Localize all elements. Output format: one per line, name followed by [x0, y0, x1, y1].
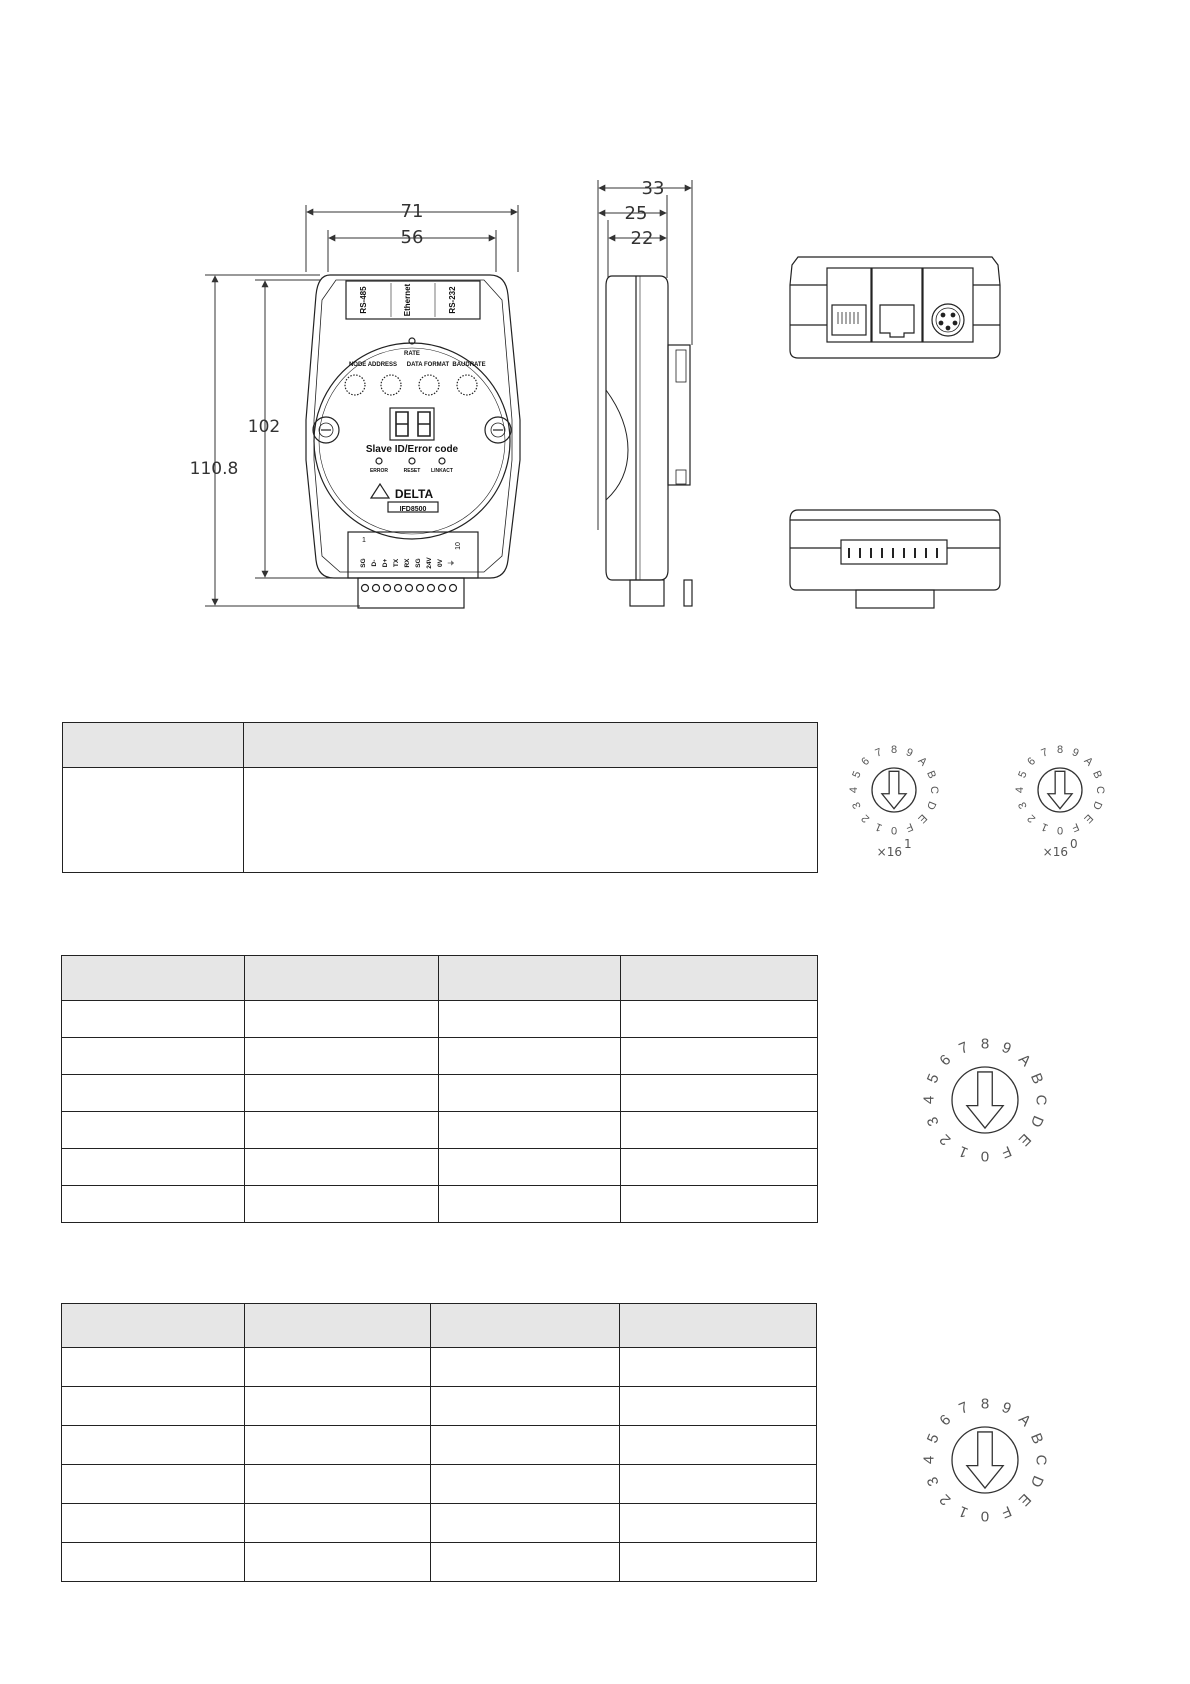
led-label-reset: RESET: [403, 468, 421, 474]
dial-digit: B: [924, 769, 938, 781]
dial-digit: A: [915, 754, 930, 769]
table-cell: [244, 768, 818, 873]
dial-digit: 6: [859, 755, 873, 769]
led-label-error: ERROR: [369, 468, 389, 474]
table-header-row: [62, 956, 818, 1001]
port-label-rs485: RS-485: [359, 286, 368, 314]
dial-digit: A: [1015, 1410, 1035, 1430]
table-rate: [61, 955, 818, 1223]
table-cell: [245, 1038, 439, 1075]
dial-digit: 3: [923, 1474, 943, 1489]
dim-width-outer: 71: [400, 201, 424, 222]
dim-depth-22: 22: [630, 228, 654, 249]
dim-height-inner: 102: [247, 417, 281, 437]
dial-digit: 4: [1014, 786, 1026, 794]
table-cell: [431, 1426, 620, 1465]
dial-digit: D: [1026, 1473, 1047, 1490]
dial-digit: F: [903, 820, 915, 834]
table-cell: [620, 1426, 817, 1465]
dial-digit: 5: [850, 769, 864, 780]
header-cell: [620, 1304, 817, 1348]
dial-digit: 4: [848, 786, 860, 794]
header-cell: [621, 956, 818, 1001]
table-cell: [245, 1348, 431, 1387]
knob-body: [1038, 768, 1082, 812]
front-view: [306, 275, 520, 608]
table-row: [63, 768, 818, 873]
table-cell: [620, 1465, 817, 1504]
rotary-switch-x16-1: [820, 720, 970, 870]
table-cell: [431, 1543, 620, 1582]
table-cell: [62, 1348, 245, 1387]
dial-digit: D: [1026, 1113, 1047, 1130]
table-cell: [439, 1001, 621, 1038]
dial-digit: A: [1081, 754, 1096, 769]
table-node-address: [62, 722, 818, 873]
header-cell: [245, 1304, 431, 1348]
table-cell: [621, 1075, 818, 1112]
multiplier-exponent: 0: [1070, 837, 1078, 851]
knob-body: [952, 1067, 1018, 1133]
table-cell: [439, 1075, 621, 1112]
table-cell: [245, 1465, 431, 1504]
dial-digit: 1: [873, 820, 884, 834]
table-cell: [62, 1387, 245, 1426]
arrow-down-icon: [882, 771, 906, 808]
dial-digit: 2: [1025, 811, 1039, 825]
dim-depth-25: 25: [624, 203, 648, 224]
table-row: [62, 1001, 818, 1038]
multiplier-label: ×16: [876, 845, 902, 859]
switch-label-data-format: DATA FORMAT: [406, 362, 450, 368]
dial-digit: 8: [980, 1035, 990, 1053]
header-cell: [245, 956, 439, 1001]
table-cell: [245, 1186, 439, 1223]
switch-label-baudrate: BAUDRATE: [452, 362, 486, 368]
table-row: [62, 1112, 818, 1149]
table-cell: [431, 1504, 620, 1543]
table-cell: [439, 1112, 621, 1149]
rotary-switch-data-format: [895, 1370, 1075, 1550]
table-cell: [245, 1149, 439, 1186]
dial-digit: 8: [980, 1395, 990, 1413]
header-cell: [244, 723, 818, 768]
dial-digit: C: [1032, 1454, 1050, 1466]
terminal-label-1: SG: [360, 558, 367, 568]
dial-digit: 5: [1016, 769, 1030, 780]
table-data-format: [61, 1303, 817, 1582]
port-label-rs232: RS-232: [448, 286, 457, 314]
dial-digit: 7: [1039, 746, 1050, 760]
dial-digit: 3: [1016, 800, 1030, 811]
device-drawing: [0, 0, 1190, 640]
rotary-switch-x16-0: [985, 720, 1135, 870]
dial-digit: B: [1090, 769, 1104, 781]
dial-digit: D: [923, 799, 939, 812]
table-cell: [245, 1387, 431, 1426]
dial-digit: F: [1069, 820, 1081, 834]
table-row: [62, 1038, 818, 1075]
dial-digit: B: [1026, 1430, 1047, 1447]
table-row: [62, 1504, 817, 1543]
dial-digit: B: [1026, 1070, 1047, 1087]
dial-digit: 6: [936, 1051, 955, 1070]
table-cell: [621, 1186, 818, 1223]
model-label: IFD8500: [399, 506, 427, 513]
table-cell: [245, 1075, 439, 1112]
header-cell: [439, 956, 621, 1001]
dial-digit: E: [1015, 1490, 1035, 1510]
table-cell: [431, 1387, 620, 1426]
header-cell: [62, 956, 245, 1001]
dial-digit: 9: [1070, 746, 1081, 760]
table-cell: [245, 1112, 439, 1149]
header-cell: [431, 1304, 620, 1348]
dial-digit: E: [915, 811, 930, 826]
dial-digit: 0: [890, 824, 898, 836]
arrow-down-icon: [967, 1072, 1003, 1128]
dial-digit: 9: [904, 746, 915, 760]
header-cell: [63, 723, 244, 768]
table-cell: [620, 1348, 817, 1387]
side-view: [606, 276, 692, 606]
terminal-label-5: RX: [404, 558, 411, 568]
table-cell: [439, 1149, 621, 1186]
terminal-label-6: SG: [415, 558, 422, 568]
table-header-row: [62, 1304, 817, 1348]
table-cell: [63, 768, 244, 873]
dial-digit: E: [1015, 1130, 1035, 1150]
table-cell: [245, 1426, 431, 1465]
table-cell: [245, 1543, 431, 1582]
table-row: [62, 1149, 818, 1186]
dial-digit: 7: [956, 1398, 971, 1418]
table-cell: [62, 1426, 245, 1465]
table-row: [62, 1426, 817, 1465]
dial-digit: 2: [936, 1490, 955, 1509]
table-cell: [621, 1001, 818, 1038]
dial-digit: 0: [980, 1147, 990, 1165]
table-cell: [621, 1149, 818, 1186]
table-row: [62, 1186, 818, 1223]
dial-digit: 8: [1056, 744, 1064, 756]
dial-digit: 2: [936, 1130, 955, 1149]
dial-digit: 1: [956, 1142, 971, 1162]
table-cell: [439, 1038, 621, 1075]
dial-digit: 2: [859, 811, 873, 825]
dial-digit: 3: [850, 800, 864, 811]
table-cell: [62, 1186, 245, 1223]
table-cell: [621, 1038, 818, 1075]
arrow-down-icon: [967, 1432, 1003, 1488]
dial-digit: 7: [956, 1038, 971, 1058]
dial-digit: C: [1094, 786, 1106, 794]
table-row: [62, 1465, 817, 1504]
knob-body: [872, 768, 916, 812]
dial-digit: 3: [923, 1114, 943, 1129]
bottom-view: [790, 510, 1000, 608]
knob-body: [952, 1427, 1018, 1493]
dial-digit: 4: [920, 1095, 938, 1105]
dial-digit: 5: [923, 1071, 943, 1086]
table-row: [62, 1543, 817, 1582]
dial-digit: 1: [956, 1502, 971, 1522]
table-cell: [62, 1001, 245, 1038]
arrow-down-icon: [1048, 771, 1072, 808]
table-cell: [62, 1504, 245, 1543]
table-cell: [620, 1387, 817, 1426]
table-cell: [245, 1504, 431, 1543]
table-cell: [439, 1186, 621, 1223]
table-row: [62, 1075, 818, 1112]
dim-height-outer: 110.8: [189, 459, 239, 479]
dial-digit: 9: [999, 1038, 1014, 1058]
table-cell: [62, 1038, 245, 1075]
table-cell: [620, 1543, 817, 1582]
terminal-label-2: D-: [371, 559, 378, 567]
dial-digit: 6: [1025, 755, 1039, 769]
multiplier-exponent: 1: [904, 837, 912, 851]
top-view: [790, 257, 1000, 358]
dim-depth-33: 33: [641, 178, 665, 199]
multiplier-label: ×16: [1042, 845, 1068, 859]
terminal-label-4: TX: [393, 558, 400, 568]
dial-digit: C: [928, 786, 940, 794]
dial-digit: 4: [920, 1455, 938, 1465]
table-cell: [620, 1504, 817, 1543]
table-cell: [62, 1075, 245, 1112]
dial-digit: C: [1032, 1094, 1050, 1106]
display-caption: Slave ID/Error code: [365, 444, 459, 455]
front-dimensions: [205, 205, 518, 606]
dial-digit: 6: [936, 1411, 955, 1430]
dim-width-inner: 56: [400, 227, 424, 248]
dial-digit: 9: [999, 1398, 1014, 1418]
terminal-label-3: D+: [382, 558, 389, 568]
table-cell: [431, 1348, 620, 1387]
table-cell: [62, 1112, 245, 1149]
terminal-label-7: 24V: [426, 557, 433, 569]
led-label-linkact: LINKACT: [431, 468, 453, 474]
dial-digit: 0: [980, 1507, 990, 1525]
table-cell: [62, 1149, 245, 1186]
dial-digit: E: [1081, 811, 1096, 826]
terminal-marker-right: 10: [455, 542, 462, 550]
table-cell: [62, 1543, 245, 1582]
port-label-ethernet: Ethernet: [403, 283, 412, 317]
terminal-marker-left: 1: [362, 537, 366, 544]
switch-label-node-address: NODE ADDRESS: [348, 362, 398, 368]
table-cell: [62, 1465, 245, 1504]
dial-digit: 8: [890, 744, 898, 756]
terminal-label-9: ⏚: [448, 559, 455, 567]
table-cell: [621, 1112, 818, 1149]
header-cell: [62, 1304, 245, 1348]
table-header-row: [63, 723, 818, 768]
table-row: [62, 1387, 817, 1426]
rotary-switch-rate: [895, 1010, 1075, 1190]
brand-logo: DELTA: [394, 487, 434, 501]
dial-digit: 5: [923, 1431, 943, 1446]
dial-digit: 7: [873, 746, 884, 760]
table-row: [62, 1348, 817, 1387]
switch-label-rate: RATE: [404, 351, 420, 357]
table-cell: [245, 1001, 439, 1038]
dial-digit: F: [998, 1142, 1014, 1162]
table-cell: [431, 1465, 620, 1504]
dial-digit: 0: [1056, 824, 1064, 836]
dial-digit: F: [998, 1502, 1014, 1522]
dial-digit: 1: [1039, 820, 1050, 834]
dial-digit: A: [1015, 1050, 1035, 1070]
terminal-label-8: 0V: [437, 559, 444, 567]
dial-digit: D: [1089, 799, 1105, 812]
